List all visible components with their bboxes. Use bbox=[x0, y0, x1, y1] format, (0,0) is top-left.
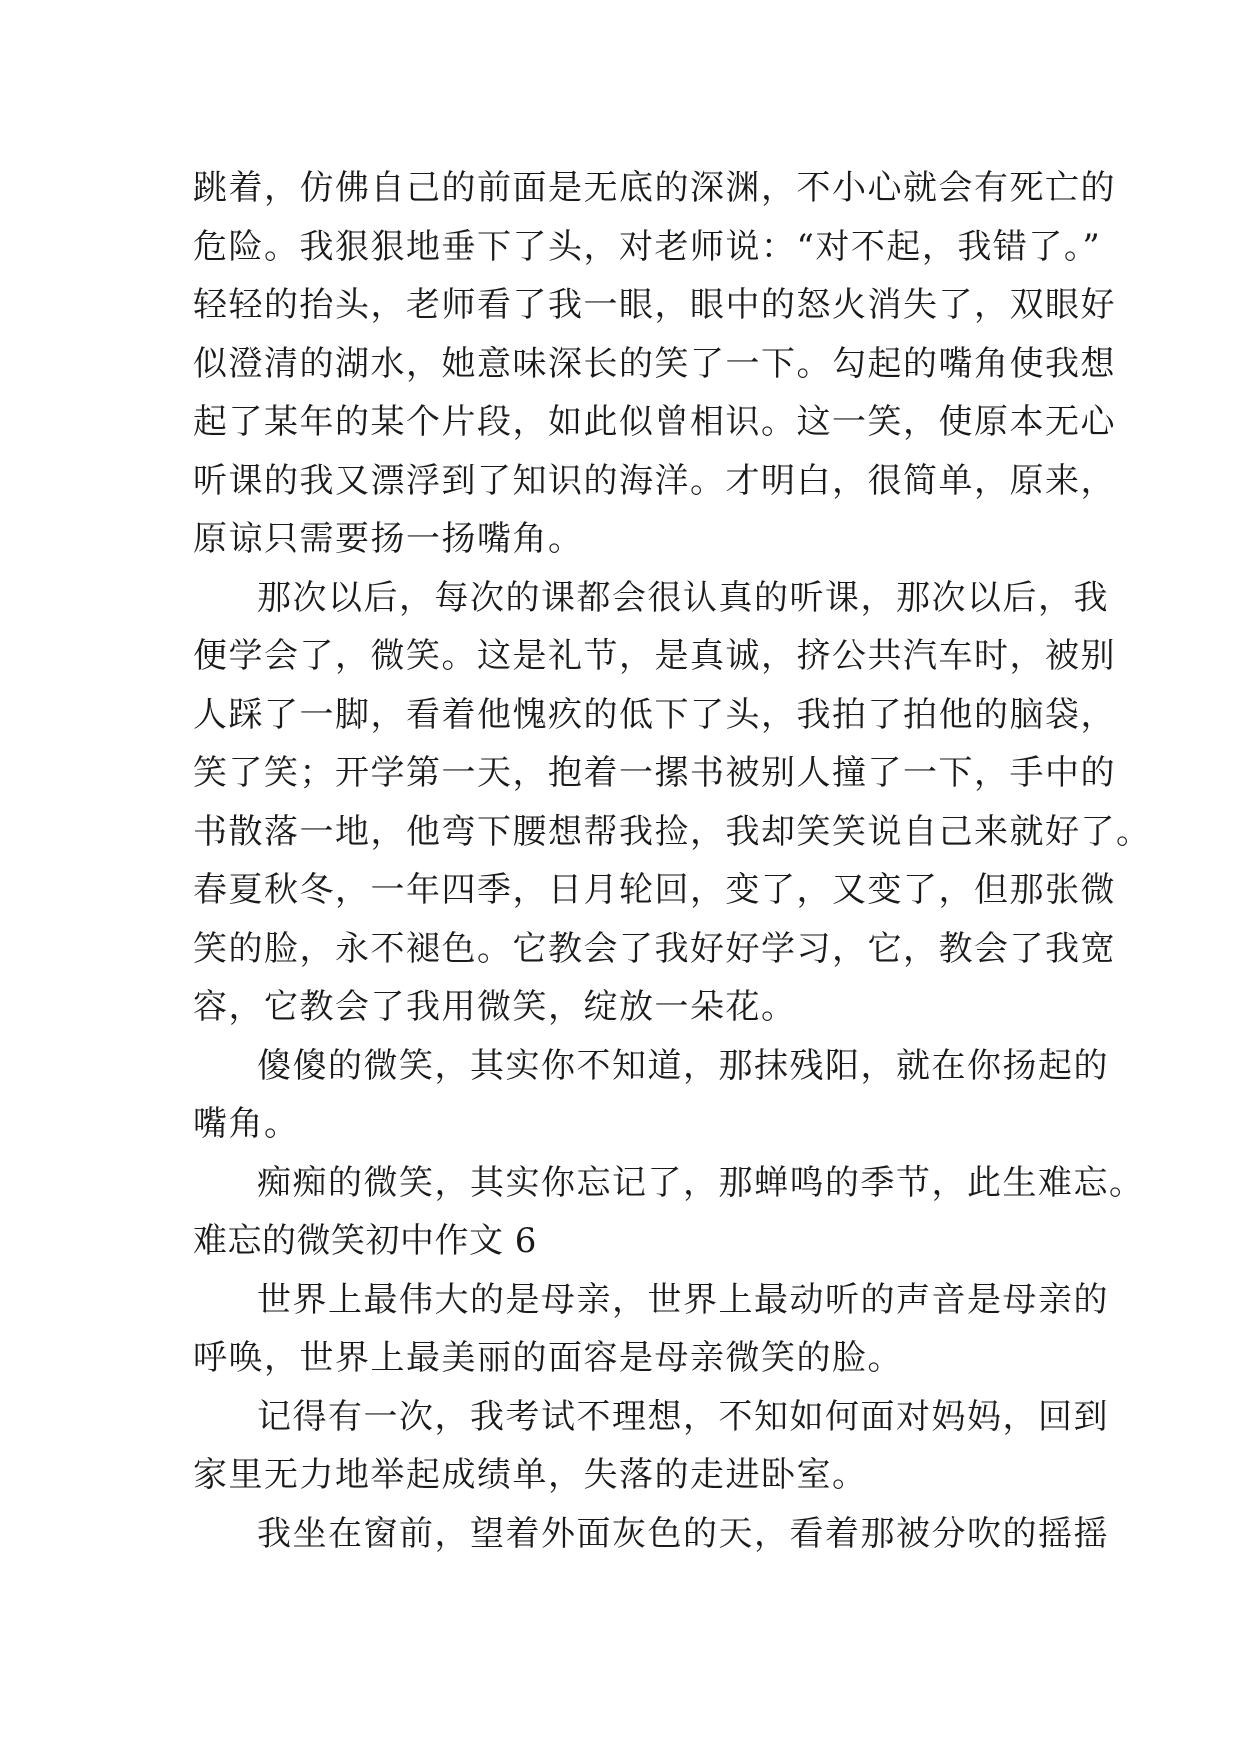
text-line: 春夏秋冬，一年四季，日月轮回，变了，又变了，但那张微 bbox=[193, 870, 1116, 910]
text-line: 家里无力地举起成绩单，失落的走进卧室。 bbox=[193, 1455, 868, 1495]
text-line: 轻轻的抬头，老师看了我一眼，眼中的怒火消失了，双眼好 bbox=[193, 285, 1116, 325]
paragraph-first-line: 那次以后，每次的课都会很认真的听课，那次以后，我 bbox=[257, 577, 1109, 618]
text-line: 笑的脸，永不褪色。它教会了我好好学习，它，教会了我宽 bbox=[193, 928, 1116, 969]
text-line: 便学会了，微笑。这是礼节，是真诚，挤公共汽车时，被别 bbox=[193, 636, 1116, 676]
essay-title: 难忘的微笑初中作文 6 bbox=[193, 1221, 537, 1261]
text-line: 原谅只需要扬一扬嘴角。 bbox=[193, 519, 584, 559]
text-line: 人踩了一脚，看着他愧疚的低下了头，我拍了拍他的脑袋， bbox=[193, 694, 1116, 735]
essay-body bbox=[193, 159, 1152, 1563]
text-line: 书散落一地，他弯下腰想帮我捡，我却笑笑说自己来就好了。 bbox=[193, 811, 1152, 852]
text-line: 呼唤，世界上最美丽的面容是母亲微笑的脸。 bbox=[193, 1338, 903, 1378]
text-line: 容，它教会了我用微笑，绽放一朵花。 bbox=[193, 987, 797, 1027]
text-line: 听课的我又漂浮到了知识的海洋。才明白，很简单，原来， bbox=[193, 460, 1116, 501]
text-line: 似澄清的湖水，她意味深长的笑了一下。勾起的嘴角使我想 bbox=[193, 343, 1116, 384]
text-line: 起了某年的某个片段，如此似曾相识。这一笑，使原本无心 bbox=[193, 402, 1116, 442]
text-line: 笑了笑；开学第一天，抱着一摞书被别人撞了一下，手中的 bbox=[193, 753, 1116, 793]
paragraph-first-line: 痴痴的微笑，其实你忘记了，那蝉鸣的季节，此生难忘。 bbox=[257, 1162, 1145, 1203]
paragraph-first-line: 记得有一次，我考试不理想，不知如何面对妈妈，回到 bbox=[257, 1396, 1109, 1437]
paragraph-first-line: 我坐在窗前，望着外面灰色的天，看着那被分吹的摇摇 bbox=[257, 1513, 1109, 1554]
text-line: 跳着，仿佛自己的前面是无底的深渊，不小心就会有死亡的 bbox=[193, 168, 1116, 208]
paragraph-first-line: 世界上最伟大的是母亲，世界上最动听的声音是母亲的 bbox=[257, 1279, 1109, 1320]
text-line: 嘴角。 bbox=[193, 1104, 300, 1144]
paragraph-first-line: 傻傻的微笑，其实你不知道，那抹残阳，就在你扬起的 bbox=[257, 1045, 1109, 1086]
text-line: 危险。我狠狠地垂下了头，对老师说：“对不起，我错了。” bbox=[193, 226, 1102, 267]
